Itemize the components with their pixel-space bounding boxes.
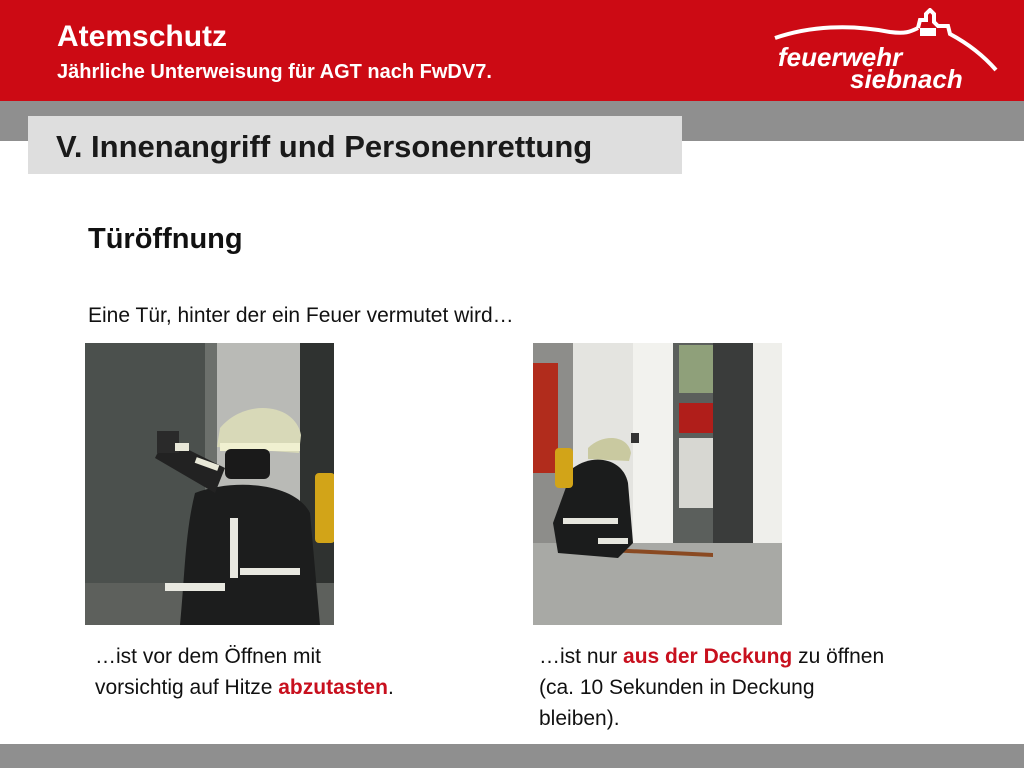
caption-left-text: …ist vor dem Öffnen mit vorsichtig auf Hitze bbox=[95, 645, 322, 699]
caption-right-text: …ist nur bbox=[539, 645, 624, 668]
header-title: Atemschutz bbox=[57, 20, 228, 53]
caption-right-end: zu öffnen (ca. 10 Sekunden in Deckung bleiben). bbox=[539, 645, 885, 730]
header-bar bbox=[0, 0, 1024, 101]
caption-left bbox=[95, 641, 395, 703]
logo-text-siebnach: siebnach bbox=[850, 64, 963, 93]
caption-left-end: . bbox=[387, 676, 394, 699]
section-title: V. Innenangriff und Personenrettung bbox=[56, 129, 593, 164]
section-title-box bbox=[28, 116, 682, 174]
slide-heading: Türöffnung bbox=[88, 223, 243, 255]
firefighter-kneeling-beside-door-photo bbox=[533, 343, 782, 625]
caption-right bbox=[539, 641, 899, 734]
logo-text-feuerwehr: feuerwehr bbox=[778, 42, 903, 72]
intro-text: Eine Tür, hinter der ein Feuer vermutet wird… bbox=[88, 304, 514, 327]
firefighter-touching-door-photo bbox=[85, 343, 334, 625]
header-subtitle: Jährliche Unterweisung für AGT nach FwDV7. bbox=[57, 61, 492, 83]
feuerwehr-siebnach-logo bbox=[770, 8, 1000, 93]
caption-right-highlight: aus der Deckung bbox=[623, 645, 793, 668]
caption-left-highlight: abzutasten bbox=[278, 676, 388, 699]
footer-gray-band bbox=[0, 744, 1024, 768]
